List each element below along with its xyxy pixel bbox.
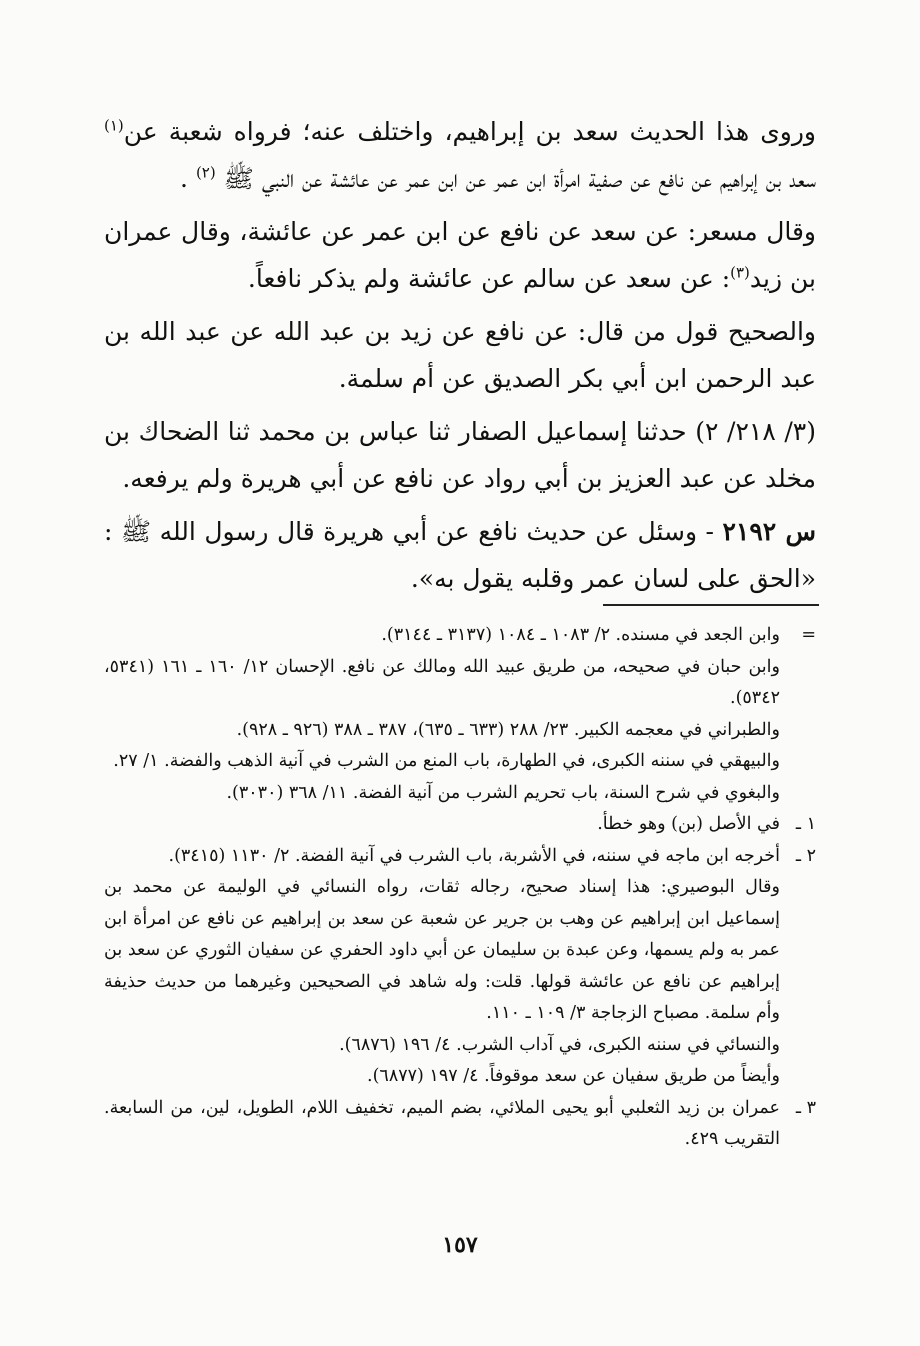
footnote-continuation [104,620,816,809]
footnotes [104,620,816,1156]
paragraph-3: والصحيح قول من قال: عن نافع عن زيد بن عبد الله عن عبد الله بن عبد الرحمن ابن أبي بكر الصديق عن أم سلمة. [104,317,816,393]
footnote-ref-1[interactable]: (١) [104,116,124,135]
paragraph-4: (٣/ ٢١٨/ ٢) حدثنا إسماعيل الصفار ثنا عباس بن محمد ثنا الضحاك بن مخلد عن عبد العزيز بن أبي رواد عن نافع عن أبي هريرة ولم يرفعه. [104,417,816,493]
footnote-1 [104,809,816,841]
footnote-line: عمران بن زيد الثعلبي أبو يحيى الملائي، بضم الميم، تخفيف اللام، الطويل، لين، من السابعة. التقريب ٤٢٩. [104,1097,780,1149]
footnote-separator [603,604,819,606]
footnote-line: وأيضاً من طريق سفيان عن سعد موقوفاً. ٤/ ١٩٧ (٦٨٧٧). [367,1066,780,1086]
continuation-mark: = [801,625,816,645]
paragraph-2: وقال مسعر: عن سعد عن نافع عن ابن عمر عن عائشة، وقال عمران بن زيد$^{(٣)}$: عن سعد عن سالم عن عائشة ولم يذكر نافعاً. [104,217,816,293]
question-paragraph: س ٢١٩٢ - وسئل عن حديث نافع عن أبي هريرة قال رسول الله ﷺ : «الحق على لسان عمر وقلبه يقول به». [104,517,816,593]
paragraph-1: وروى هذا الحديث سعد بن إبراهيم، واختلف عنه؛ فرواه شعبة عن$^{(١)}$ سعد بن إبراهيم عن نافع عن صفية امرأة ابن عمر عن ابن عمر عن عائشة عن النبي ﷺ $^{(٢)}$ . [104,116,816,193]
main-text [104,108,816,608]
footnote-marker: ٢ ـ [795,845,816,866]
footnote-line: أخرجه ابن ماجه في سننه، في الأشربة، باب الشرب في آنية الفضة. ٢/ ١١٣٠ (٣٤١٥). [168,845,780,866]
footnote-line: في الأصل (بن) وهو خطأ. [597,814,780,834]
footnote-marker: ٣ ـ [795,1097,816,1118]
footnote-2 [104,841,816,1093]
footnote-marker: ١ ـ [795,814,816,834]
footnote-ref-2[interactable]: (٢) [195,163,216,182]
page-number: ١٥٧ [442,1232,478,1258]
footnote-line: وابن الجعد في مسنده. ٢/ ١٠٨٣ ـ ١٠٨٤ (٣١٣٧ ـ ٣١٤٤). [381,625,780,645]
footnote-line: وقال البوصيري: هذا إسناد صحيح، رجاله ثقات، رواه النسائي في الوليمة عن محمد بن إسماعيل ابن إبراهيم عن وهب بن جرير عن شعبة عن سعد بن إبراهيم عن نافع عن امرأة ابن عمر به ولم يسمها، وعن عبدة بن سليمان عن أبي داود الحفري عن سفيان الثوري عن سعد بن إبراهيم عن نافع عن عائشة قولها. قلت: وله شاهد في الصحيحين وغيرهما من حديث حذيفة وأم سلمة. مصباح الزجاجة ٣/ ١٠٩ ـ ١١٠. [104,877,780,1023]
footnote-line: والطبراني في معجمه الكبير. ٢٣/ ٢٨٨ (٦٣٣ ـ ٦٣٥)، ٣٨٧ ـ ٣٨٨ (٩٢٦ ـ ٩٢٨). [236,719,780,740]
footnote-3 [104,1093,816,1156]
footnote-line: وابن حبان في صحيحه، من طريق عبيد الله ومالك عن نافع. الإحسان ١٢/ ١٦٠ ـ ١٦١ (٥٣٤١، ٥٣٤٢). [104,656,780,708]
question-number: س ٢١٩٢ [722,517,816,546]
footnote-ref-3[interactable]: (٣) [730,263,750,282]
footnote-line: والنسائي في سننه الكبرى، في آداب الشرب. ٤/ ١٩٦ (٦٨٧٦). [339,1034,780,1055]
footnote-line: والبيهقي في سننه الكبرى، في الطهارة، باب المنع من الشرب في آنية الذهب والفضة. ١/ ٢٧. [113,751,780,771]
footnote-line: والبغوي في شرح السنة، باب تحريم الشرب من آنية الفضة. ١١/ ٣٦٨ (٣٠٣٠). [226,782,780,803]
